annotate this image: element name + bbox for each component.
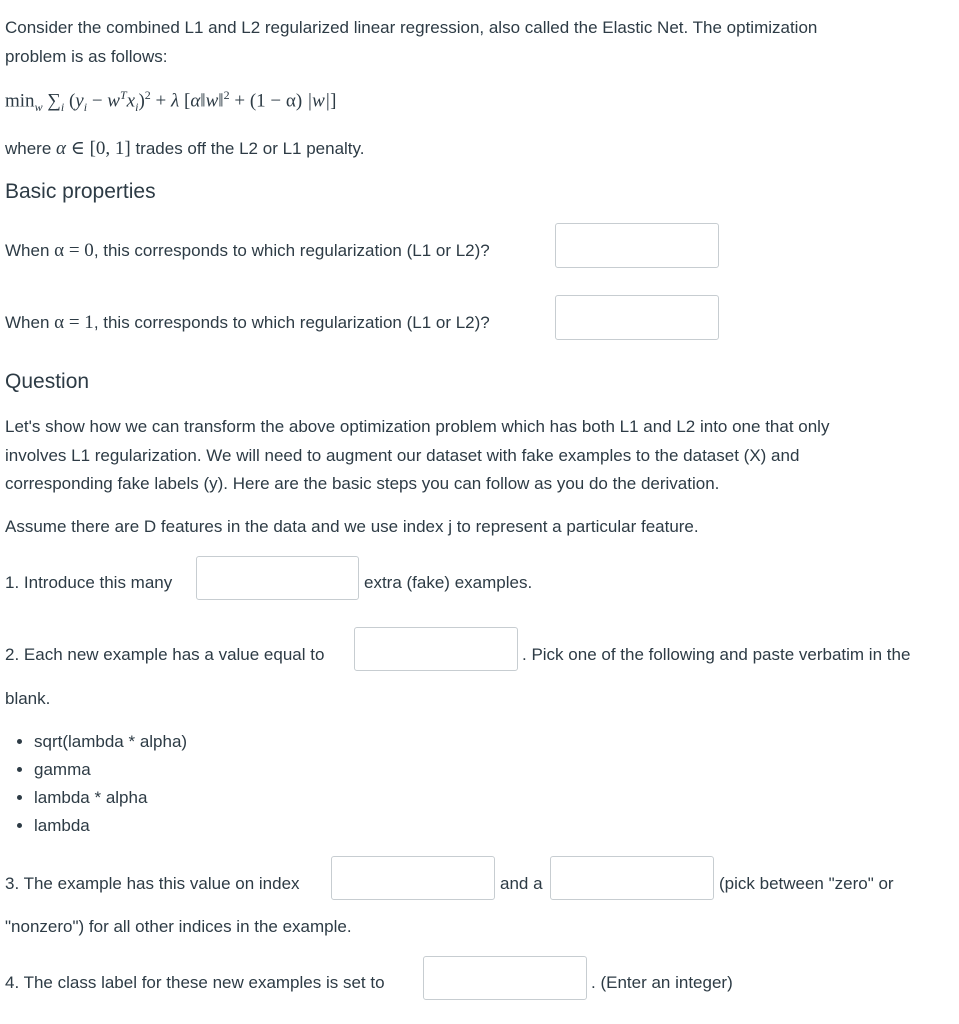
formula-plus: + xyxy=(150,90,171,112)
question-heading: Question xyxy=(5,370,90,393)
formula-minus: − xyxy=(87,90,108,112)
question-alpha-1: When α = 1, this corresponds to which regularization (L1 or L2)? xyxy=(5,312,490,333)
step-3-text: 3. The example has this value on index xyxy=(5,874,300,893)
step-1-text: 1. Introduce this many xyxy=(5,573,173,592)
step-2-text: 2. Each new example has a value equal to xyxy=(5,645,325,664)
step-2-suffix-line-2: blank. xyxy=(5,689,51,708)
formula-w: w xyxy=(107,90,120,112)
elastic-net-formula: $\min_w \sum_i$ $(y_i - w^Tx_i)^2 + \lambda$ [α‖w‖$^2$ + (1 − α) |w|] xyxy=(5,88,337,115)
formula-square: 2 xyxy=(144,88,151,102)
question-alpha-0: When α = 0, this corresponds to which regularization (L1 or L2)? xyxy=(5,240,490,261)
alpha-0-math: α = 0 xyxy=(54,240,94,261)
formula-alpha: α xyxy=(190,90,201,112)
step-1-suffix: extra (fake) examples. xyxy=(364,573,533,592)
formula-square-2: 2 xyxy=(223,88,230,102)
step-3-suffix: (pick between "zero" or xyxy=(719,874,894,893)
formula-l1-norm: |w| xyxy=(302,90,331,112)
paragraph-1-line-2: involves L1 regularization. We will need to augment our dataset with fake examples to the dataset (X) and xyxy=(5,446,800,465)
option-item: • lambda xyxy=(34,812,187,840)
step-3-index-input[interactable] xyxy=(331,856,495,900)
formula-sum: ∑ xyxy=(47,90,61,112)
options-list xyxy=(14,728,187,840)
where-line: where α ∈ [0, 1] trades off the L2 or L1 penalty. xyxy=(5,138,365,159)
option-item: • lambda * alpha xyxy=(34,784,187,812)
where-alpha: α xyxy=(56,138,67,159)
formula-x: x xyxy=(126,90,136,112)
where-set: ∈ [0, 1] xyxy=(66,138,131,159)
formula-transpose: T xyxy=(119,88,127,102)
alpha-1-answer-input[interactable] xyxy=(555,295,719,340)
intro-line-2: problem is as follows: xyxy=(5,47,168,66)
option-item: • gamma xyxy=(34,756,187,784)
paragraph-2: Assume there are D features in the data and we use index j to represent a particular feature. xyxy=(5,517,699,536)
step-3-other-input[interactable] xyxy=(550,856,714,900)
basic-properties-heading: Basic properties xyxy=(5,180,156,203)
formula-lbrack: [ xyxy=(179,90,191,112)
formula-min: min xyxy=(5,90,35,112)
option-item: • sqrt(lambda * alpha) xyxy=(34,728,187,756)
formula-lambda: λ xyxy=(171,90,180,112)
alpha-0-answer-input[interactable] xyxy=(555,223,719,268)
formula-close: ) xyxy=(138,90,145,112)
step-2-suffix: . Pick one of the following and paste verbatim in the xyxy=(522,645,911,664)
step-3-mid: and a xyxy=(500,874,543,893)
formula-w-sub: w xyxy=(34,100,43,115)
step-4-suffix: . (Enter an integer) xyxy=(591,973,733,992)
intro-line-1: Consider the combined L1 and L2 regularized linear regression, also called the Elastic Net. The optimization xyxy=(5,18,818,37)
step-1-count-input[interactable] xyxy=(196,556,359,600)
paragraph-1-line-3: corresponding fake labels (y). Here are the basic steps you can follow as you do the derivation. xyxy=(5,474,720,493)
step-4-label-input[interactable] xyxy=(423,956,587,1000)
step-2-value-input[interactable] xyxy=(354,627,518,671)
paragraph-1-line-1: Let's show how we can transform the above optimization problem which has both L1 and L2 into one that only xyxy=(5,417,830,436)
formula-rbrack: ] xyxy=(330,90,337,112)
formula-plus-2: + xyxy=(229,90,250,112)
formula-one-minus-alpha: (1 − α) xyxy=(249,90,303,112)
step-3-suffix-line-2: "nonzero") for all other indices in the example. xyxy=(5,917,352,936)
formula-y: y xyxy=(75,90,84,112)
formula-open: ( xyxy=(68,90,76,112)
alpha-1-math: α = 1 xyxy=(54,312,94,333)
formula-i-sub: i xyxy=(60,100,65,115)
step-4-text: 4. The class label for these new examples is set to xyxy=(5,973,385,992)
formula-l2-norm: ‖w‖ xyxy=(200,90,224,112)
